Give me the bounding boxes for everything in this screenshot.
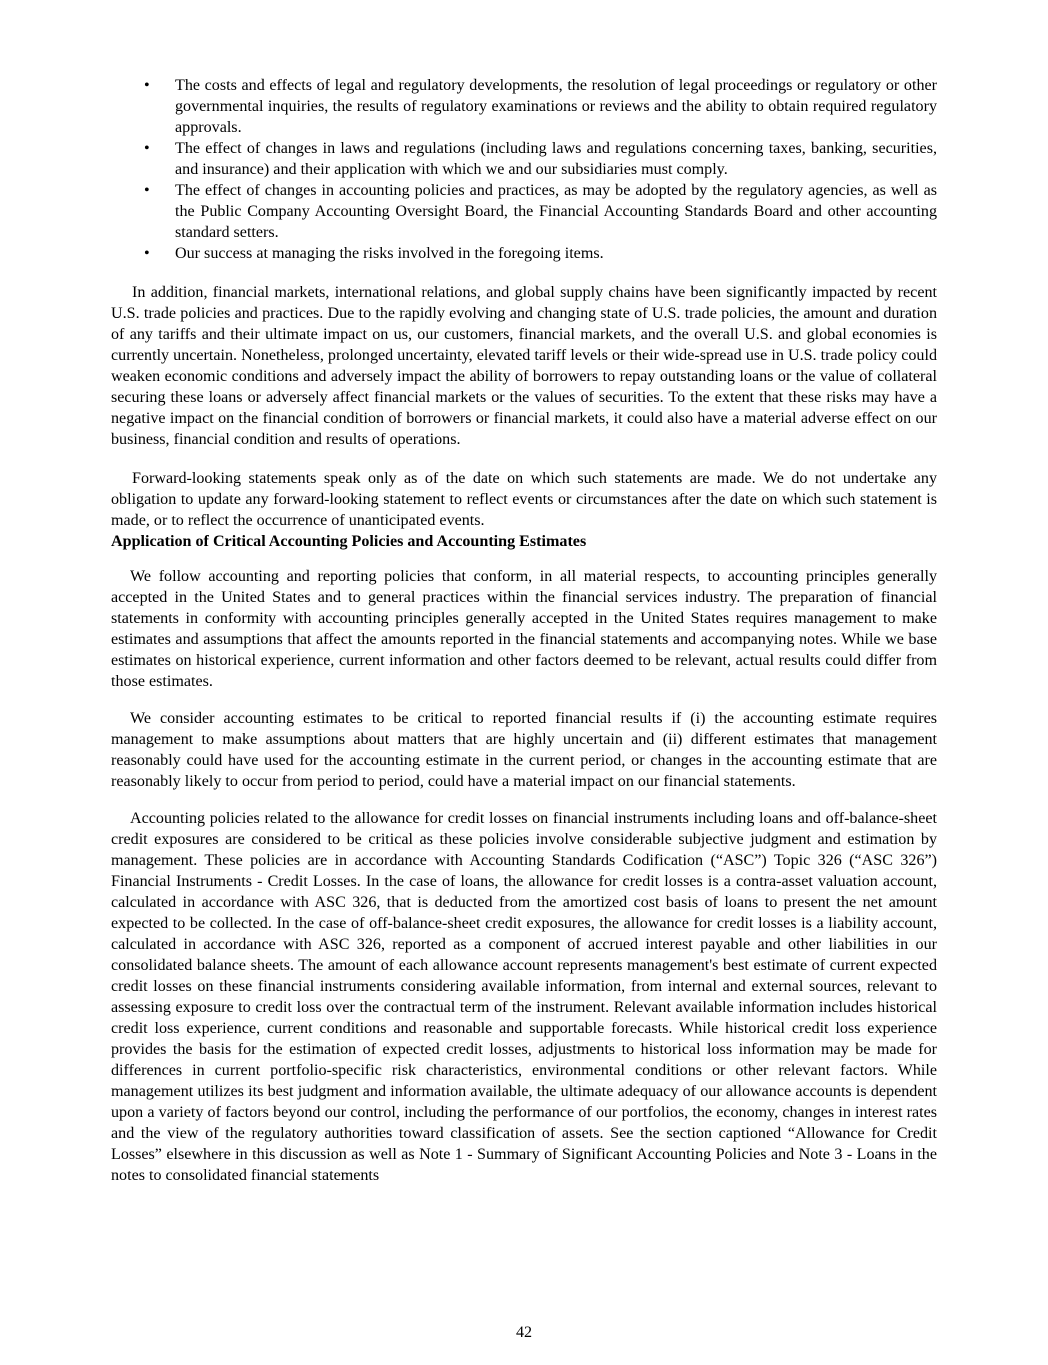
list-item bbox=[111, 180, 937, 243]
forward-looking-paragraph: Forward-looking statements speak only as of the date on which such statements are made. We do not undertake any obligation to update any forward-looking statement to reflect events or circumstances after the date on which such statement is made, or to reflect the occurrence of unanticipated events. bbox=[111, 470, 937, 529]
list-item-text: Our success at managing the risks involved in the foregoing items. bbox=[175, 245, 604, 262]
risk-factor-list bbox=[111, 75, 937, 264]
list-item bbox=[111, 138, 937, 180]
page-content bbox=[111, 75, 937, 1186]
list-item bbox=[111, 75, 937, 138]
trade-policy-paragraph: In addition, financial markets, international relations, and global supply chains have been significantly impacted by recent U.S. trade policies and practices. Due to the rapidly evolving and changing state of U.S. trade policies, the amount and duration of any tariffs and their ultimate impact on us, our customers, financial markets, and the overall U.S. and global economies is currently uncertain. Nonetheless, prolonged uncertainty, elevated tariff levels or their wide-spread use in U.S. trade policy could weaken economic conditions and adversely impact the ability of borrowers to repay outstanding loans or the value of collateral securing these loans or adversely affect financial markets or the values of securities. To the extent that these risks may have a negative impact on the financial condition of borrowers or financial markets, it could also have a material adverse effect on our business, financial condition and results of operations. bbox=[111, 284, 937, 448]
list-item bbox=[111, 243, 937, 264]
list-item-text: The effect of changes in accounting policies and practices, as may be adopted by the regulatory agencies, as well as the Public Company Accounting Oversight Board, the Financial Accounting Standards Board and other accounting standard setters. bbox=[175, 182, 937, 241]
allowance-paragraph: Accounting policies related to the allowance for credit losses on financial instruments including loans and off-balance-sheet credit exposures are considered to be critical as these policies involve considerable subjective judgment and estimation by management. These policies are in accordance with Accounting Standards Codification (“ASC”) Topic 326 (“ASC 326”) Financial Instruments - Credit Losses. In the case of loans, the allowance for credit losses is a contra-asset valuation account, calculated in accordance with ASC 326, that is deducted from the amortized cost basis of loans to present the net amount expected to be collected. In the case of off-balance-sheet credit exposures, the allowance for credit losses is a liability account, calculated in accordance with ASC 326, reported as a component of accrued interest payable and other liabilities in our consolidated balance sheets. The amount of each allowance account represents management's best estimate of current expected credit losses on these financial instruments considering available information, from internal and external sources, relevant to assessing exposure to credit loss over the contractual term of the instrument. Relevant available information includes historical credit loss experience, current conditions and reasonable and supportable forecasts. While historical credit loss experience provides the basis for the estimation of expected credit losses, adjustments to historical loss information may be made for differences in current portfolio-specific risk characteristics, environmental conditions or other relevant factors. While management utilizes its best judgment and information available, the ultimate adequacy of our allowance accounts is dependent upon a variety of factors beyond our control, including the performance of our portfolios, the economy, changes in interest rates and the view of the regulatory authorities toward classification of assets. See the section captioned “Allowance for Credit Losses” elsewhere in this discussion as well as Note 1 - Summary of Significant Accounting Policies and Note 3 - Loans in the notes to consolidated financial statements bbox=[111, 810, 937, 1184]
bullet-glyph: • bbox=[144, 245, 150, 262]
policies-intro-paragraph: We follow accounting and reporting policies that conform, in all material respects, to accounting principles generally accepted in the United States and to general practices within the financial services industry. The preparation of financial statements in conformity with accounting principles generally accepted in the United States requires management to make estimates and assumptions that affect the amounts reported in the financial statements and accompanying notes. While we base estimates on historical experience, current information and other factors deemed to be relevant, actual results could differ from those estimates. bbox=[111, 568, 937, 690]
list-item-text: The effect of changes in laws and regulations (including laws and regulations concerning taxes, banking, securities, and insurance) and their application with which we and our subsidiaries must comply. bbox=[175, 140, 937, 178]
list-item-text: The costs and effects of legal and regulatory developments, the resolution of legal proceedings or regulatory or other governmental inquiries, the results of regulatory examinations or reviews and the ability to obtain required regulatory approvals. bbox=[175, 77, 937, 136]
bullet-glyph: • bbox=[144, 140, 150, 157]
bullet-glyph: • bbox=[144, 77, 150, 94]
page-number: 42 bbox=[515, 1324, 533, 1341]
bullet-glyph: • bbox=[144, 182, 150, 199]
critical-estimates-paragraph: We consider accounting estimates to be critical to reported financial results if (i) the accounting estimate requires management to make assumptions about matters that are highly uncertain and (ii) different estimates that management reasonably could have used for the accounting estimate in the current period, or changes in the accounting estimate that are reasonably likely to occur from period to period, could have a material impact on our financial statements. bbox=[111, 710, 937, 790]
section-heading: Application of Critical Accounting Policies and Accounting Estimates bbox=[111, 533, 587, 550]
